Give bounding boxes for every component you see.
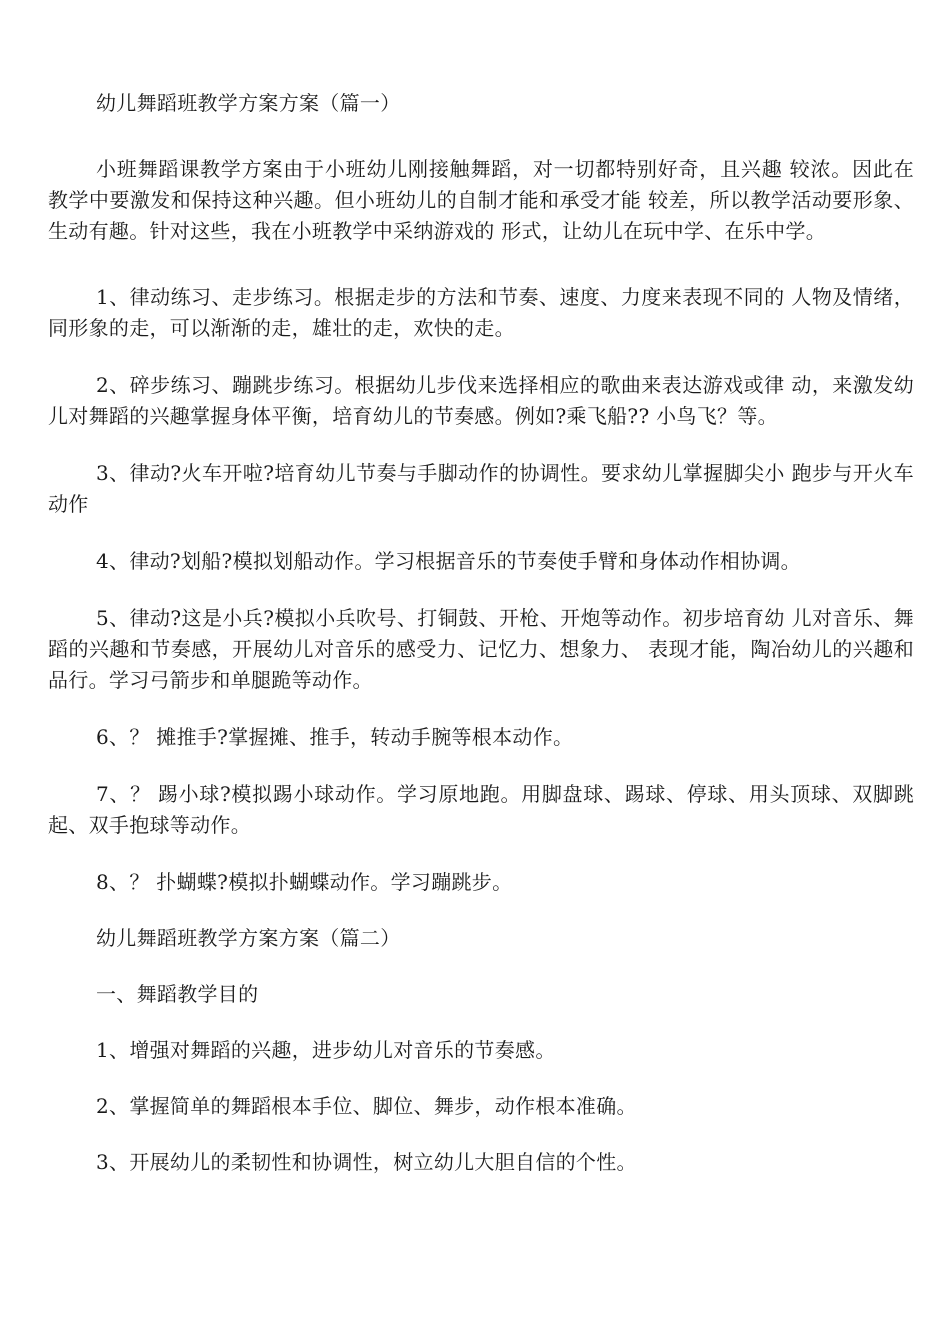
heading-part-one: 幼儿舞蹈班教学方案方案（篇一） [96,91,401,115]
item-1-3: 3、律动?火车开啦?培育幼儿节奏与手脚动作的协调性。要求幼儿掌握脚尖小 跑步与开火车动作 [48,461,914,516]
item-1-6: 6、？ 摊推手?掌握摊、推手，转动手腕等根本动作。 [96,725,574,749]
section-teaching-goals: 一、舞蹈教学目的 [96,982,259,1006]
item-1-2: 2、碎步练习、蹦跳步练习。根据幼儿步伐来选择相应的歌曲来表达游戏或律 动，来激发幼儿对舞蹈的兴趣掌握身体平衡，培育幼儿的节奏感。例如?乘飞船?? 小鸟飞？等。 [48,373,914,428]
heading-part-two: 幼儿舞蹈班教学方案方案（篇二） [96,926,401,950]
item-1-8: 8、？ 扑蝴蝶?模拟扑蝴蝶动作。学习蹦跳步。 [96,870,513,894]
item-1-5: 5、律动?这是小兵?模拟小兵吹号、打铜鼓、开枪、开炮等动作。初步培育幼 儿对音乐、舞蹈的兴趣和节奏感，开展幼儿对音乐的感受力、记忆力、想象力、 表现才能，陶冶幼儿的兴趣和品行。学习弓箭步和单腿跪等动作。 [48,606,914,692]
intro-paragraph: 小班舞蹈课教学方案由于小班幼儿刚接触舞蹈，对一切都特别好奇，且兴趣 较浓。因此在教学中要激发和保持这种兴趣。但小班幼儿的自制才能和承受才能 较差，所以教学活动要形象、生动有趣。针对这些，我在小班教学中采纳游戏的 形式，让幼儿在玩中学、在乐中学。 [48,157,914,243]
item-2-2: 2、掌握简单的舞蹈根本手位、脚位、舞步，动作根本准确。 [96,1094,637,1118]
item-1-1: 1、律动练习、走步练习。根据走步的方法和节奏、速度、力度来表现不同的 人物及情绪，同形象的走，可以渐渐的走，雄壮的走，欢快的走。 [48,285,914,340]
item-1-7: 7、？ 踢小球?模拟踢小球动作。学习原地跑。用脚盘球、踢球、停球、用头顶球、双脚跳起、双手抱球等动作。 [48,782,914,837]
item-2-3: 3、开展幼儿的柔韧性和协调性，树立幼儿大胆自信的个性。 [96,1150,637,1174]
item-2-1: 1、增强对舞蹈的兴趣，进步幼儿对音乐的节奏感。 [96,1038,556,1062]
document-page [48,88,914,1178]
item-1-4: 4、律动?划船?模拟划船动作。学习根据音乐的节奏使手臂和身体动作相协调。 [96,549,801,573]
